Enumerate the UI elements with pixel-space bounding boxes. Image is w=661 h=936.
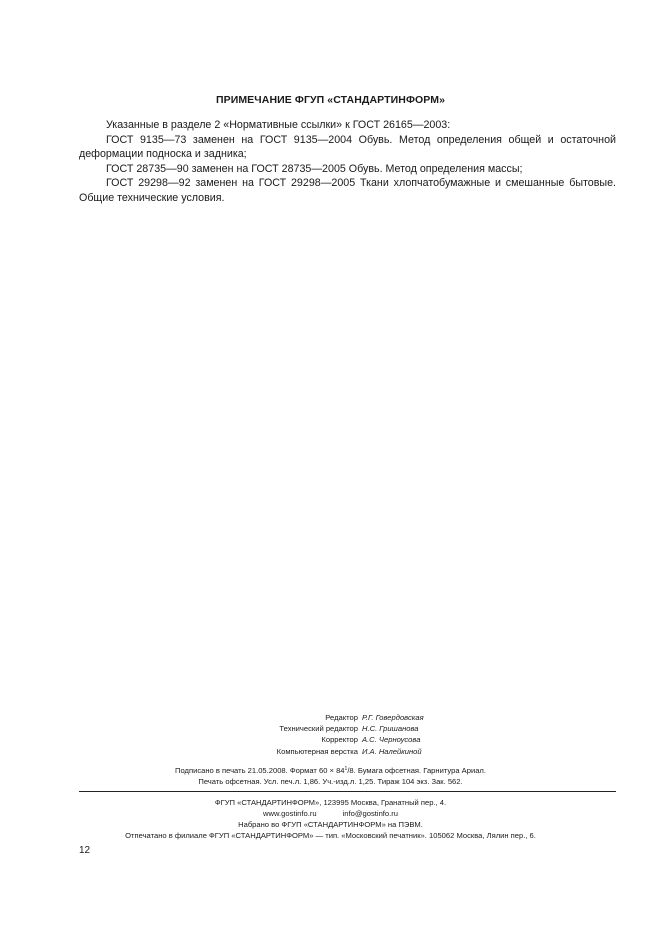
format-prefix: Формат 60 × 84	[289, 766, 345, 775]
format-suffix: /8.	[347, 766, 356, 775]
paper-font: Бумага офсетная. Гарнитура Ариал.	[357, 766, 486, 775]
note-body	[79, 118, 616, 206]
horizontal-rule	[79, 791, 616, 792]
note-paragraph: Указанные в разделе 2 «Нормативные ссылки» к ГОСТ 26165—2003:	[106, 119, 451, 131]
print-info-line-2: Печать офсетная. Усл. печ.л. 1,86. Уч.-изд.л. 1,25. Тираж 104 экз. Зак. 562.	[198, 777, 463, 786]
credit-editor	[0, 712, 661, 723]
credit-role: Технический редактор	[279, 724, 358, 734]
note-paragraph: ГОСТ 9135—73 заменен на ГОСТ 9135—2004 Обувь. Метод определения общей и остаточной деформации подноска и задника;	[79, 133, 616, 161]
credit-person: А.С. Черноусова	[362, 735, 421, 745]
publisher-email: info@gostinfo.ru	[342, 809, 399, 818]
print-info	[0, 764, 661, 787]
print-info-line	[0, 764, 661, 776]
signed-date: Подписано в печать 21.05.2008.	[175, 766, 288, 775]
credit-person: Р.Г. Говердовская	[362, 713, 424, 722]
format-sup: 1	[344, 766, 348, 772]
credit-role: Редактор	[325, 713, 358, 722]
credit-proofreader	[0, 734, 661, 745]
note-title: ПРИМЕЧАНИЕ ФГУП «СТАНДАРТИНФОРМ»	[215, 94, 446, 106]
page-number: 12	[79, 845, 91, 856]
credits-block	[0, 712, 661, 757]
credit-layout	[0, 746, 661, 757]
credit-role: Компьютерная верстка	[276, 746, 358, 756]
note-paragraph: ГОСТ 29298—92 заменен на ГОСТ 29298—2005 Ткани хлопчатобумажные и смешанные бытовые. Общие технические условия.	[79, 177, 616, 204]
publisher-contacts	[0, 808, 661, 819]
credit-person: И.А. Налейкиной	[362, 746, 422, 756]
publisher-address: ФГУП «СТАНДАРТИНФОРМ», 123995 Москва, Гранатный пер., 4.	[214, 798, 447, 807]
note-paragraph: ГОСТ 28735—90 заменен на ГОСТ 28735—2005 Обувь. Метод определения массы;	[106, 162, 523, 175]
credit-person: Н.С. Гришанова	[362, 724, 419, 734]
publisher-printed: Отпечатано в филиале ФГУП «СТАНДАРТИНФОРМ» — тип. «Московский печатник». 105062 Москва, Лялин пер., 6.	[125, 831, 536, 840]
publisher-block	[0, 797, 661, 841]
credit-role: Корректор	[321, 735, 358, 745]
credit-tech-editor	[0, 723, 661, 734]
publisher-typeset: Набрано во ФГУП «СТАНДАРТИНФОРМ» на ПЭВМ.	[238, 820, 423, 829]
publisher-website: www.gostinfo.ru	[262, 809, 317, 818]
